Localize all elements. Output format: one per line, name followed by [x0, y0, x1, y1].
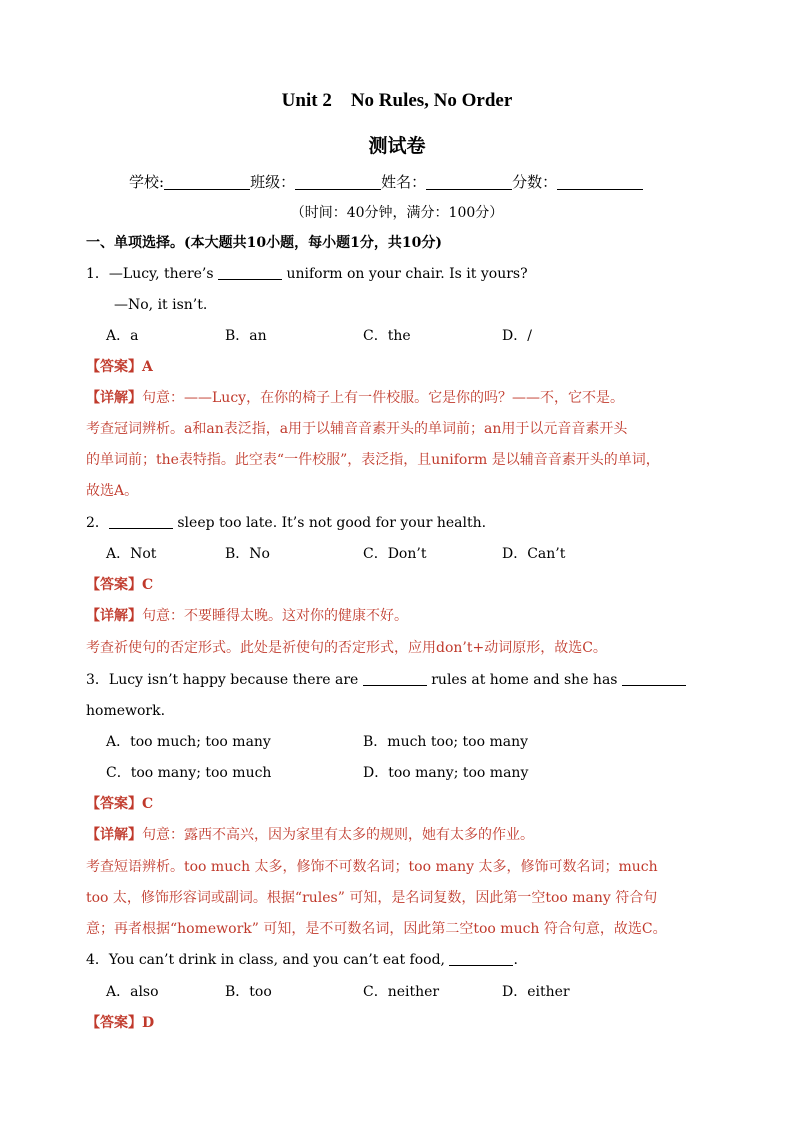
- q2-blank: [109, 514, 173, 529]
- class-label: 班级：: [250, 173, 296, 191]
- q3-blank-2: [622, 671, 686, 686]
- q2-explain-line: 考查祈使句的否定形式。此处是祈使句的否定形式，应用don’t+动词原形，故选C。: [86, 640, 607, 656]
- q3-explain-line: too 太，修饰形容词或副词。根据“rules” 可知，是名词复数，因此第一空too many 符合句: [86, 890, 658, 906]
- q1-option-b: B．an: [225, 328, 267, 344]
- question-3-stem-line2: homework.: [86, 703, 166, 719]
- page-title: Unit 2 No Rules, No Order: [281, 90, 513, 111]
- q3-explain-line: 考查短语辨析。too much 太多，修饰不可数名词；too many 太多，修饰可数名词；much: [86, 859, 658, 875]
- time-note: （时间：40分钟，满分：100分）: [290, 205, 504, 221]
- q1-stem-part: uniform on your chair. Is it yours?: [286, 266, 528, 282]
- q4-stem-part: 4．You can’t drink in class, and you can’t eat food,: [86, 952, 445, 968]
- question-3-stem: [86, 670, 686, 690]
- q4-option-d: D．either: [502, 984, 570, 1000]
- q1-explain-line: 的单词前；the表特指。此空表“一件校服”，表泛指，且uniform 是以辅音音素开头的单词，: [86, 452, 660, 468]
- q4-option-c: C．neither: [363, 984, 440, 1000]
- q2-detail-meaning: 句意：不要睡得太晚。这对你的健康不好。: [142, 608, 408, 624]
- q2-detail: [86, 606, 408, 626]
- q1-explain-line: 故选A。: [86, 483, 139, 499]
- q4-option-a: A．also: [106, 984, 159, 1000]
- q3-detail-meaning: 句意：露西不高兴，因为家里有太多的规则，她有太多的作业。: [142, 827, 534, 843]
- page-subtitle: 测试卷: [368, 136, 426, 157]
- q2-option-c: C．Don’t: [363, 546, 427, 562]
- section-heading: 一、单项选择。(本大题共10小题，每小题1分，共10分): [86, 235, 442, 251]
- q4-option-b: B．too: [225, 984, 272, 1000]
- name-blank[interactable]: [426, 173, 512, 190]
- q3-stem-part: 3．Lucy isn’t happy because there are: [86, 672, 359, 688]
- student-info-line: [129, 171, 643, 192]
- q3-option-d: D．too many; too many: [363, 765, 529, 781]
- q2-stem-part: 2．: [86, 515, 109, 531]
- q4-blank: [449, 951, 513, 966]
- q1-answer: 【答案】A: [86, 359, 153, 375]
- school-label: 学校:: [129, 173, 165, 191]
- q3-blank-1: [363, 671, 427, 686]
- q1-detail-meaning: 句意：——Lucy，在你的椅子上有一件校服。它是你的吗？——不，它不是。: [142, 390, 625, 406]
- q3-option-c: C．too many; too much: [106, 765, 272, 781]
- q1-stem-part: 1．—Lucy, there’s: [86, 266, 214, 282]
- q2-option-a: A．Not: [106, 546, 157, 562]
- q3-option-b: B．much too; too many: [363, 734, 529, 750]
- q2-option-b: B．No: [225, 546, 270, 562]
- q1-detail: [86, 388, 624, 408]
- q3-detail: [86, 825, 534, 845]
- q2-answer: 【答案】C: [86, 577, 154, 593]
- q1-explain-line: 考查冠词辨析。a和an表泛指，a用于以辅音音素开头的单词前；an用于以元音音素开头: [86, 421, 628, 437]
- question-4-stem: [86, 950, 518, 970]
- class-blank[interactable]: [295, 173, 381, 190]
- q1-option-c: C．the: [363, 328, 411, 344]
- q3-option-a: A．too much; too many: [106, 734, 271, 750]
- question-2-stem: [86, 513, 486, 533]
- q1-detail-label: 【详解】: [86, 390, 142, 406]
- q1-option-a: A．a: [106, 328, 139, 344]
- q2-option-d: D．Can’t: [502, 546, 566, 562]
- q4-stem-part: .: [513, 952, 518, 968]
- score-label: 分数：: [512, 173, 558, 191]
- q1-blank: [218, 265, 282, 280]
- q2-stem-part: sleep too late. It’s not good for your health.: [177, 515, 487, 531]
- school-blank[interactable]: [164, 173, 250, 190]
- question-1-stem: [86, 264, 528, 284]
- q4-answer: 【答案】D: [86, 1015, 155, 1031]
- q3-answer: 【答案】C: [86, 796, 154, 812]
- q3-stem-part: rules at home and she has: [431, 672, 618, 688]
- q2-detail-label: 【详解】: [86, 608, 142, 624]
- q3-explain-line: 意；再者根据“homework” 可知，是不可数名词，因此第二空too much 符合句意，故选C。: [86, 921, 667, 937]
- score-blank[interactable]: [557, 173, 643, 190]
- question-1-stem-line2: —No, it isn’t.: [114, 297, 208, 313]
- q3-detail-label: 【详解】: [86, 827, 142, 843]
- name-label: 姓名：: [381, 173, 427, 191]
- q1-option-d: D．/: [502, 328, 532, 344]
